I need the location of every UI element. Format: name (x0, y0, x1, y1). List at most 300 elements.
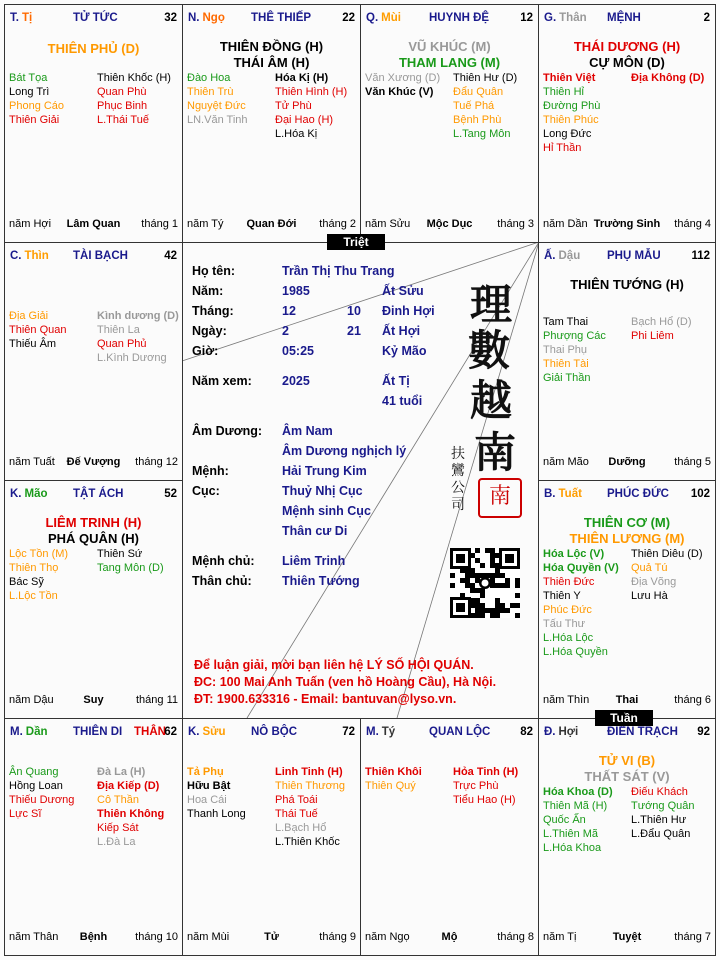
center-nam: 1985 (282, 284, 310, 298)
center-contact2: ĐC: 100 Mai Anh Tuấn (ven hồ Hoàng Cầu), Hà Nội. (194, 675, 497, 689)
minor-stars-right (631, 71, 704, 85)
minor-star: Thiên Hư (D) (453, 72, 518, 84)
palace-chi: Ngọ (202, 12, 225, 24)
minor-stars-right (453, 71, 517, 141)
minor-star: Long Đức (543, 128, 592, 140)
center-am-duong-label: Âm Dương: (192, 424, 263, 438)
minor-stars-left (187, 71, 248, 127)
minor-star: Đào Hoa (187, 72, 231, 84)
palace-number: 32 (164, 12, 177, 24)
minor-star: Nguyệt Đức (187, 100, 246, 112)
palace-number: 12 (520, 12, 533, 24)
palace-can: M. (366, 726, 379, 738)
center-gio-label: Giờ: (192, 344, 219, 358)
center-cuc-label: Cục: (192, 484, 220, 498)
footer-ts: Tử (264, 931, 279, 943)
calligraphy-logo-char: 越 (470, 376, 513, 425)
palace-can: T. (10, 12, 19, 24)
palace-number: 2 (703, 12, 710, 24)
palace-chi: Mão (24, 488, 48, 500)
minor-star: Hóa Lộc (V) (543, 548, 605, 560)
palace-header (188, 726, 355, 742)
minor-star: Linh Tinh (H) (275, 766, 343, 778)
center-ngay-label: Ngày: (192, 324, 227, 338)
footer-year: năm Tị (543, 931, 577, 943)
footer-year: năm Sửu (365, 218, 411, 230)
palace-chi: Thìn (24, 250, 49, 262)
palace-can: M. (10, 726, 23, 738)
center-menh-label: Mệnh: (192, 464, 229, 478)
palace-footer (543, 218, 711, 232)
palace-header (544, 250, 710, 266)
calligraphy-logo-char: 理 (470, 280, 513, 329)
palace-name: THIÊN DI (73, 726, 123, 738)
footer-year: năm Hợi (9, 218, 52, 230)
minor-star: Thiên Phúc (543, 114, 599, 126)
palace-chi: Dần (25, 726, 48, 738)
palace-can: K. (10, 488, 22, 500)
footer-year: năm Ngọ (365, 931, 410, 943)
palace-name: THÊ THIẾP (251, 12, 312, 24)
minor-star: Tang Môn (D) (97, 562, 164, 574)
footer-month: tháng 9 (319, 931, 356, 943)
minor-star: Thiên Tài (543, 358, 589, 370)
center-nam-xem-label: Năm xem: (192, 374, 252, 388)
minor-star: LN.Văn Tinh (187, 114, 248, 126)
minor-star: Bạch Hổ (D) (631, 316, 692, 328)
center-tuoi: 41 tuổi (382, 394, 423, 408)
minor-star: Lưu Hà (631, 590, 668, 602)
palace-chi: Thân (559, 12, 587, 24)
footer-ts: Mộc Dục (426, 218, 473, 230)
palace-chi: Tý (381, 726, 396, 738)
palace-can: C. (10, 250, 22, 262)
footer-month: tháng 12 (135, 456, 178, 468)
minor-star: Lực Sĩ (9, 808, 42, 820)
minor-stars-left (543, 315, 606, 385)
center-cuc2: Mệnh sinh Cục (282, 504, 371, 518)
palace-ty (360, 718, 539, 956)
palace-can: K. (188, 726, 200, 738)
center-than-chu: Thiên Tướng (282, 574, 360, 588)
footer-month: tháng 7 (674, 931, 711, 943)
tuan-marker: Tuần (595, 710, 653, 726)
main-star: PHÁ QUÂN (H) (48, 531, 139, 546)
palace-chi: Tuất (558, 488, 582, 500)
minor-stars-right (275, 71, 347, 141)
main-stars (5, 41, 182, 57)
minor-star: Đà La (H) (97, 766, 146, 778)
minor-star: Tả Phụ (187, 766, 224, 778)
minor-star: Tiểu Hao (H) (453, 794, 516, 806)
palace-suu (182, 718, 361, 956)
minor-stars-right (275, 765, 345, 849)
palace-footer (9, 694, 178, 708)
center-nam-xem-al: Ất Tị (382, 374, 410, 388)
minor-star: Thiên Khốc (H) (97, 72, 171, 84)
main-star: CỰ MÔN (D) (589, 55, 665, 70)
minor-star: Hoa Cái (187, 794, 227, 806)
minor-star: Thiên Việt (543, 72, 596, 84)
palace-header (10, 726, 177, 742)
minor-star: Phá Toái (275, 794, 318, 806)
center-nam-al: Ất Sửu (382, 284, 424, 298)
footer-year: năm Mùi (187, 931, 230, 943)
minor-stars-left (9, 547, 68, 603)
footer-month: tháng 11 (135, 694, 178, 706)
main-star: THIÊN LƯƠNG (M) (569, 531, 685, 546)
center-cuc3: Thân cư Di (282, 524, 348, 538)
minor-star: Thiên Đức (543, 576, 595, 588)
footer-year: năm Thân (9, 931, 59, 943)
minor-star: L.Kình Dương (97, 352, 167, 364)
minor-stars-right (97, 547, 164, 575)
palace-footer (365, 931, 534, 945)
footer-ts: Dưỡng (608, 456, 646, 468)
center-nam-xem: 2025 (282, 374, 310, 388)
minor-star: Địa Giải (9, 310, 49, 322)
minor-stars-right (97, 765, 164, 849)
palace-footer (543, 931, 711, 945)
minor-stars-left (9, 309, 66, 351)
minor-star: L.Thiên Hư (631, 814, 687, 826)
minor-star: Văn Xương (D) (365, 72, 441, 84)
minor-star: L.Hóa Khoa (543, 842, 602, 854)
minor-star: Địa Kiếp (D) (97, 780, 160, 792)
main-star: LIÊM TRINH (H) (45, 515, 142, 530)
palace-number: 112 (691, 250, 710, 262)
palace-header (188, 12, 355, 28)
minor-stars-left (543, 71, 600, 155)
minor-star: Quan Phủ (97, 338, 147, 350)
minor-star: Hỏa Tinh (H) (453, 766, 519, 778)
footer-ts: Suy (83, 694, 104, 706)
palace-number: 62 (164, 726, 177, 738)
minor-stars-left (9, 765, 74, 821)
footer-ts: Quan Đới (246, 218, 297, 230)
center-ho-ten: Trần Thị Thu Trang (282, 264, 395, 278)
palace-footer (9, 218, 178, 232)
footer-year: năm Mão (543, 456, 589, 468)
footer-month: tháng 8 (497, 931, 534, 943)
palace-name: TẬT ÁCH (73, 488, 124, 500)
palace-can: Q. (366, 12, 379, 24)
center-ngay: 2 (282, 324, 289, 338)
minor-star: Lộc Tồn (M) (9, 548, 69, 560)
palace-can: Ấ. (544, 250, 556, 262)
minor-star: Thiên Hỉ (543, 86, 584, 98)
center-thang-label: Tháng: (192, 304, 234, 318)
palace-name: TỬ TỨC (73, 12, 118, 24)
palace-header (10, 488, 177, 504)
minor-star: Thiên Hình (H) (275, 86, 348, 98)
palace-mao (4, 480, 183, 719)
palace-number: 22 (342, 12, 355, 24)
minor-star: Địa Võng (631, 576, 677, 588)
palace-footer (9, 456, 178, 470)
palace-can: G. (544, 12, 557, 24)
footer-ts: Lâm Quan (66, 218, 121, 230)
minor-star: Điếu Khách (631, 786, 688, 798)
minor-stars-left (187, 765, 246, 821)
palace-chi: Mùi (381, 12, 401, 24)
minor-star: Thiên Giải (9, 114, 60, 126)
triet-marker: Triệt (327, 234, 385, 250)
palace-name: QUAN LỘC (429, 726, 491, 738)
palace-footer (543, 694, 711, 708)
main-star: THIÊN CƠ (M) (583, 515, 671, 530)
center-am-duong2: Âm Dương nghịch lý (282, 444, 407, 458)
palace-name: HUYNH ĐỆ (429, 12, 490, 24)
minor-star: Trực Phù (453, 780, 499, 792)
minor-star: Hóa Khoa (D) (543, 786, 613, 798)
minor-star: L.Hóa Lộc (543, 632, 594, 644)
palace-chi: Dậu (558, 250, 581, 262)
minor-star: Bác Sỹ (9, 576, 44, 588)
minor-star: L.Thiên Mã (543, 828, 599, 840)
center-ho-ten-label: Họ tên: (192, 264, 236, 278)
main-star: VŨ KHÚC (M) (408, 39, 491, 54)
center-gio-al: Kỷ Mão (382, 344, 427, 358)
minor-stars-left (365, 765, 422, 793)
minor-star: Quốc Ấn (543, 814, 586, 826)
calligraphy-subtitle-char: 司 (451, 497, 465, 513)
minor-star: Thiên Khôi (365, 766, 422, 778)
palace-footer (543, 456, 711, 470)
calligraphy-logo-char: 南 (474, 428, 517, 477)
footer-year: năm Dậu (9, 694, 54, 706)
palace-ti (4, 4, 183, 243)
minor-star: L.Hóa Quyền (543, 646, 608, 658)
center-menh-chu: Liêm Trinh (282, 554, 346, 568)
minor-star: Quan Phù (97, 86, 147, 98)
minor-star: Ân Quang (9, 766, 59, 778)
minor-star: Thiên Thọ (9, 562, 59, 574)
main-stars (539, 753, 715, 785)
minor-star: Thiên La (97, 324, 140, 336)
minor-star: Thiên Quan (9, 324, 67, 336)
center-thang: 12 (282, 304, 296, 318)
minor-star: Thiếu Dương (9, 794, 75, 806)
minor-star: Thái Tuế (275, 808, 318, 820)
minor-stars-right (97, 309, 179, 365)
footer-month: tháng 10 (135, 931, 178, 943)
palace-than (538, 4, 716, 243)
palace-number: 102 (690, 488, 710, 500)
footer-month: tháng 5 (674, 456, 711, 468)
minor-star: Thiên Quý (365, 780, 416, 792)
palace-name: ĐIỀN TRẠCH (607, 726, 678, 738)
minor-star: Phong Cáo (9, 100, 65, 112)
palace-chi: Hợi (558, 726, 579, 738)
minor-stars-right (631, 315, 692, 343)
palace-mui (360, 4, 539, 243)
main-star: TỬ VI (B) (598, 753, 656, 768)
palace-header (544, 12, 710, 28)
minor-star: L.Đẩu Quân (631, 828, 691, 840)
main-star: THIÊN PHỦ (D) (47, 41, 140, 56)
palace-footer (9, 931, 178, 945)
palace-footer (187, 931, 356, 945)
footer-month: tháng 6 (674, 694, 711, 706)
palace-header (544, 726, 710, 742)
footer-month: tháng 3 (497, 218, 534, 230)
minor-star: Kình dương (D) (97, 310, 179, 322)
footer-year: năm Tý (187, 218, 224, 230)
footer-ts: Bệnh (79, 931, 108, 943)
footer-month: tháng 2 (319, 218, 356, 230)
palace-dan (4, 718, 183, 956)
minor-star: Tử Phù (275, 100, 312, 112)
minor-star: Thiên Không (97, 808, 165, 820)
main-star: THIÊN ĐỒNG (H) (219, 39, 324, 54)
minor-star: Hỉ Thần (543, 142, 582, 154)
minor-star: Thiên Mã (H) (543, 800, 608, 812)
center-contact3: ĐT: 1900.633316 - Email: bantuvan@lyso.vn. (194, 692, 457, 706)
palace-name: NÔ BỘC (251, 726, 297, 738)
minor-star: Thiếu Âm (9, 338, 57, 350)
palace-can: Đ. (544, 726, 556, 738)
minor-star: Tướng Quân (631, 800, 695, 812)
footer-year: năm Dần (543, 218, 588, 230)
minor-star: Thai Phụ (543, 344, 588, 356)
minor-star: Phục Binh (97, 100, 148, 112)
center-ngay-al-num: 21 (347, 324, 361, 338)
minor-stars-left (9, 71, 64, 127)
main-star: THÁI DƯƠNG (H) (573, 39, 681, 54)
palace-header (10, 12, 177, 28)
minor-star: L.Đà La (97, 836, 136, 848)
minor-star: Cô Thần (97, 794, 139, 806)
palace-name: PHÚC ĐỨC (607, 488, 669, 500)
calligraphy-subtitle-char: 鸞 (451, 463, 465, 479)
minor-star: Phượng Các (543, 330, 606, 342)
center-thang-al: Đinh Hợi (382, 304, 435, 318)
main-stars (361, 39, 538, 71)
center-am-duong: Âm Nam (282, 424, 333, 438)
palace-footer (365, 218, 534, 232)
minor-star: L.Bạch Hổ (275, 822, 327, 834)
minor-star: L.Thái Tuế (97, 114, 149, 126)
minor-star: Đường Phù (543, 100, 601, 112)
main-star: THẤT SÁT (V) (584, 769, 670, 784)
center-thang-al-num: 10 (347, 304, 361, 318)
palace-number: 82 (520, 726, 533, 738)
calligraphy-subtitle-char: 公 (451, 480, 465, 496)
minor-star: Đại Hao (H) (275, 114, 334, 126)
footer-ts: Tuyệt (612, 931, 642, 943)
palace-than-marker: THÂN (134, 726, 166, 738)
footer-month: tháng 4 (674, 218, 711, 230)
palace-name: PHỤ MẪU (607, 250, 661, 262)
palace-header (544, 488, 710, 504)
center-cuc: Thuỷ Nhị Cục (282, 484, 363, 498)
palace-number: 72 (342, 726, 355, 738)
footer-ts: Thai (615, 694, 639, 706)
main-stars (539, 39, 715, 71)
palace-can: B. (544, 488, 556, 500)
minor-star: Giải Thần (543, 372, 591, 384)
main-stars (539, 277, 715, 293)
minor-stars-left (543, 785, 613, 855)
minor-star: Thiên Y (543, 590, 581, 602)
minor-star: Bát Tọa (9, 72, 48, 84)
palace-ngo (182, 4, 361, 243)
red-seal-stamp: 南 (478, 478, 522, 518)
minor-stars-right (631, 547, 703, 603)
minor-star: Kiếp Sát (97, 822, 139, 834)
minor-star: L.Thiên Khốc (275, 836, 340, 848)
center-menh-chu-label: Mệnh chủ: (192, 554, 255, 568)
minor-star: Hóa Kị (H) (275, 72, 329, 84)
footer-ts: Đế Vượng (66, 456, 121, 468)
main-star: THAM LANG (M) (398, 55, 501, 70)
palace-name: TÀI BẠCH (73, 250, 128, 262)
minor-stars-left (365, 71, 440, 99)
center-nam-label: Năm: (192, 284, 224, 298)
palace-name: MỆNH (607, 12, 641, 24)
qr-code-icon (450, 548, 520, 618)
minor-star: Hữu Bật (187, 780, 231, 792)
minor-star: Thiên Sứ (97, 548, 143, 560)
palace-header (10, 250, 177, 266)
minor-star: Long Trì (9, 86, 50, 98)
calligraphy-logo-char: 數 (468, 326, 511, 375)
footer-year: năm Tuất (9, 456, 55, 468)
minor-star: Thanh Long (187, 808, 246, 820)
minor-stars-right (631, 785, 695, 841)
palace-hoi (538, 718, 716, 956)
center-ngay-al: Ất Hợi (382, 324, 421, 338)
footer-year: năm Thìn (543, 694, 590, 706)
minor-stars-right (97, 71, 171, 127)
footer-month: tháng 1 (141, 218, 178, 230)
minor-star: Tam Thai (543, 316, 589, 328)
minor-star: Thiên Thương (275, 780, 346, 792)
center-gio: 05:25 (282, 344, 314, 358)
minor-star: Hóa Quyền (V) (543, 562, 619, 574)
main-stars (5, 515, 182, 547)
minor-star: L.Lộc Tồn (9, 590, 58, 602)
minor-star: Quả Tú (631, 562, 668, 574)
palace-number: 42 (164, 250, 177, 262)
palace-chi: Sửu (202, 726, 226, 738)
palace-thin (4, 242, 183, 481)
main-stars (539, 515, 715, 547)
palace-tuat (538, 480, 716, 719)
minor-star: L.Hóa Kị (275, 128, 318, 140)
minor-star: Hồng Loan (9, 780, 63, 792)
minor-star: Bệnh Phù (453, 114, 502, 126)
center-contact1: Để luận giải, mời bạn liên hệ LÝ SỐ HỘI QUÁN. (194, 658, 474, 672)
footer-ts: Trường Sinh (593, 218, 661, 230)
palace-header (366, 12, 533, 28)
minor-star: Tấu Thư (543, 618, 586, 630)
palace-can: N. (188, 12, 200, 24)
main-star: THÁI ÂM (H) (233, 55, 310, 70)
minor-star: Thiên Diêu (D) (631, 548, 703, 560)
main-stars (183, 39, 360, 71)
main-star: THIÊN TƯỚNG (H) (570, 277, 684, 292)
minor-star: Phi Liêm (631, 330, 674, 342)
minor-star: Văn Khúc (V) (365, 86, 434, 98)
minor-stars-left (543, 547, 619, 659)
palace-chi: Tị (21, 12, 33, 24)
palace-dau (538, 242, 716, 481)
palace-header (366, 726, 533, 742)
palace-number: 92 (697, 726, 710, 738)
minor-star: Đẩu Quân (453, 86, 504, 98)
